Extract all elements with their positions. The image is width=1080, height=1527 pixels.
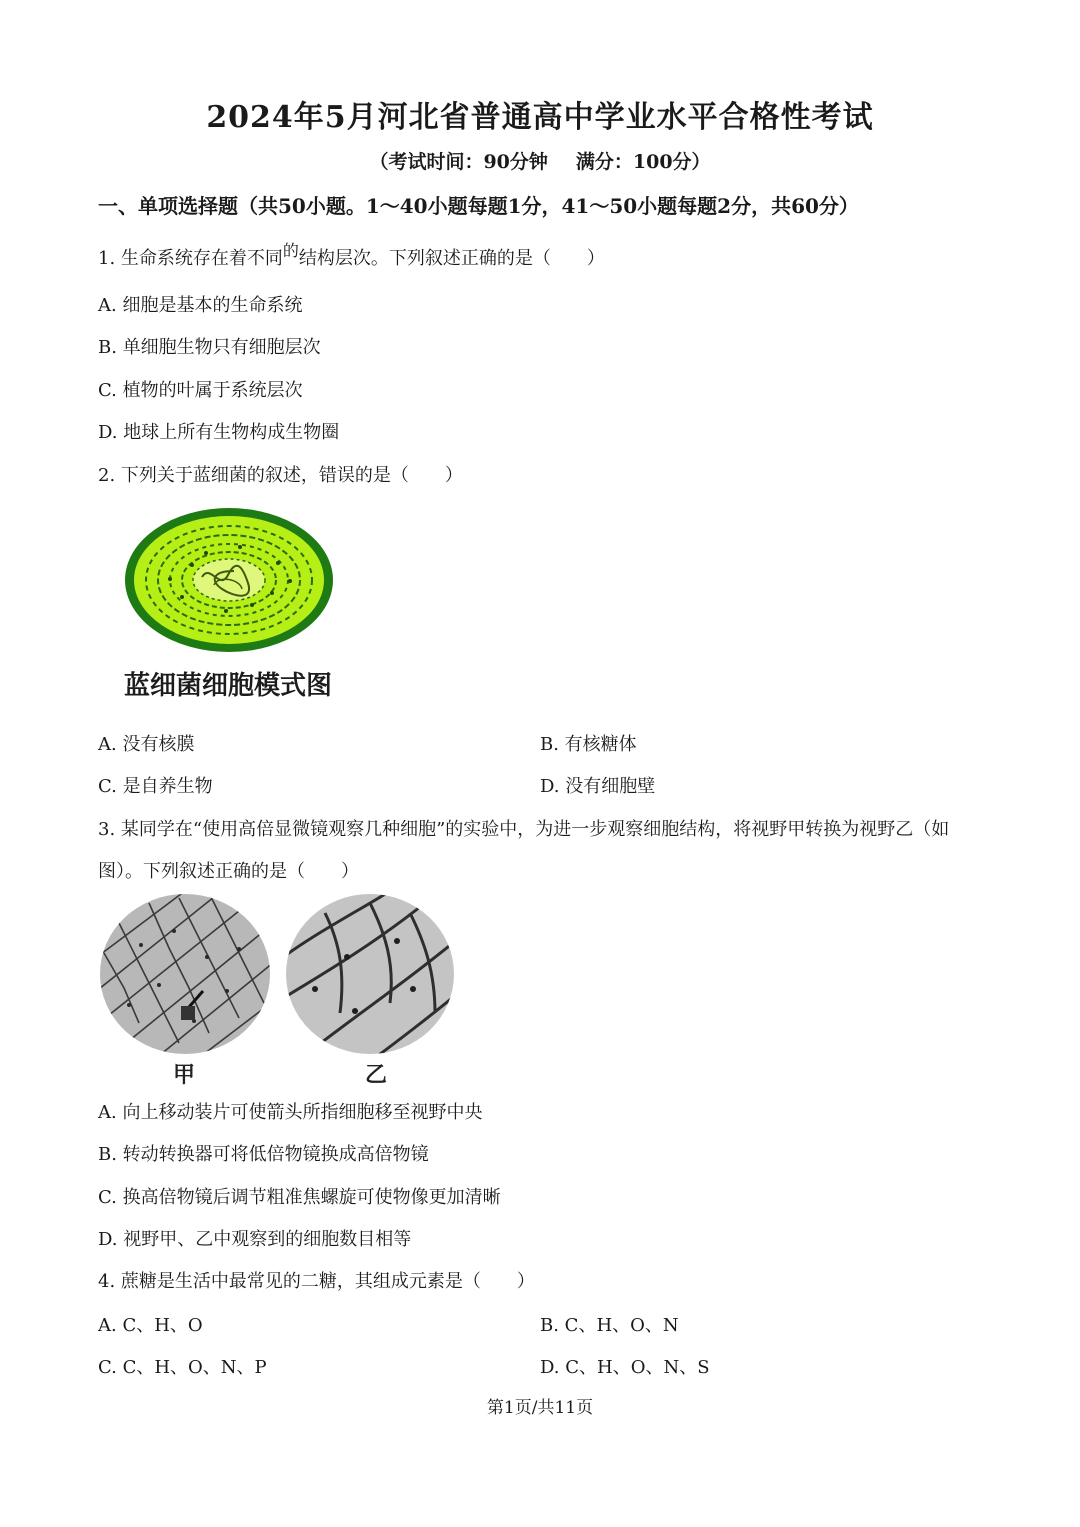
microscope-field-jia xyxy=(99,893,271,1055)
question-3-option-a: A. 向上移动装片可使箭头所指细胞移至视野中央 xyxy=(98,1102,483,1123)
cyanobacteria-figure-caption: 蓝细菌细胞模式图 xyxy=(124,671,333,701)
question-1-stem-sup: 的 xyxy=(282,241,299,260)
question-1-stem xyxy=(98,241,605,270)
figure-label-yi: 乙 xyxy=(365,1063,388,1088)
question-1-option-a: A. 细胞是基本的生命系统 xyxy=(98,295,303,316)
figure-label-jia: 甲 xyxy=(173,1063,196,1088)
question-2-option-d: D. 没有细胞壁 xyxy=(540,776,656,797)
question-4-option-a: A. C、H、O xyxy=(98,1315,203,1336)
question-2-option-c: C. 是自养生物 xyxy=(98,776,213,797)
question-1-option-b: B. 单细胞生物只有细胞层次 xyxy=(98,337,321,358)
question-1-stem-part2: 结构层次。下列叙述正确的是（ ） xyxy=(298,248,605,269)
question-4-option-d: D. C、H、O、N、S xyxy=(540,1357,710,1378)
question-2-option-a: A. 没有核膜 xyxy=(98,734,195,755)
question-1-option-c: C. 植物的叶属于系统层次 xyxy=(98,380,303,401)
question-3-option-b: B. 转动转换器可将低倍物镜换成高倍物镜 xyxy=(98,1144,429,1165)
exam-subtitle xyxy=(0,147,1080,174)
question-2-option-b: B. 有核糖体 xyxy=(540,734,637,755)
microscope-field-yi xyxy=(285,893,455,1055)
page-number: 第1页/共11页 xyxy=(486,1398,594,1418)
question-1-stem-part1: 1. 生命系统存在着不同 xyxy=(98,248,283,269)
question-3-stem-line1: 3. 某同学在“使用高倍显微镜观察几种细胞”的实验中，为进一步观察细胞结构，将视野甲转换为视野乙（如 xyxy=(98,819,950,840)
section-heading: 一、单项选择题（共50小题。1～40小题每题1分，41～50小题每题2分，共60分） xyxy=(98,194,859,218)
question-1-option-d: D. 地球上所有生物构成生物圈 xyxy=(98,422,340,443)
exam-title: 2024年5月河北省普通高中学业水平合格性考试 xyxy=(206,100,874,135)
question-3-option-d: D. 视野甲、乙中观察到的细胞数目相等 xyxy=(98,1229,412,1250)
question-2-stem: 2. 下列关于蓝细菌的叙述，错误的是（ ） xyxy=(98,465,463,486)
question-3-option-c: C. 换高倍物镜后调节粗准焦螺旋可使物像更加清晰 xyxy=(98,1187,501,1208)
exam-time: （考试时间：90分钟 xyxy=(369,151,548,173)
question-4-option-c: C. C、H、O、N、P xyxy=(98,1357,267,1378)
question-4-option-b: B. C、H、O、N xyxy=(540,1315,679,1336)
exam-score: 满分：100分） xyxy=(575,151,711,173)
cyanobacteria-cell-figure xyxy=(122,505,336,655)
question-4-stem: 4. 蔗糖是生活中最常见的二糖，其组成元素是（ ） xyxy=(98,1271,535,1292)
question-3-stem-line2: 图）。下列叙述正确的是（ ） xyxy=(98,861,359,882)
